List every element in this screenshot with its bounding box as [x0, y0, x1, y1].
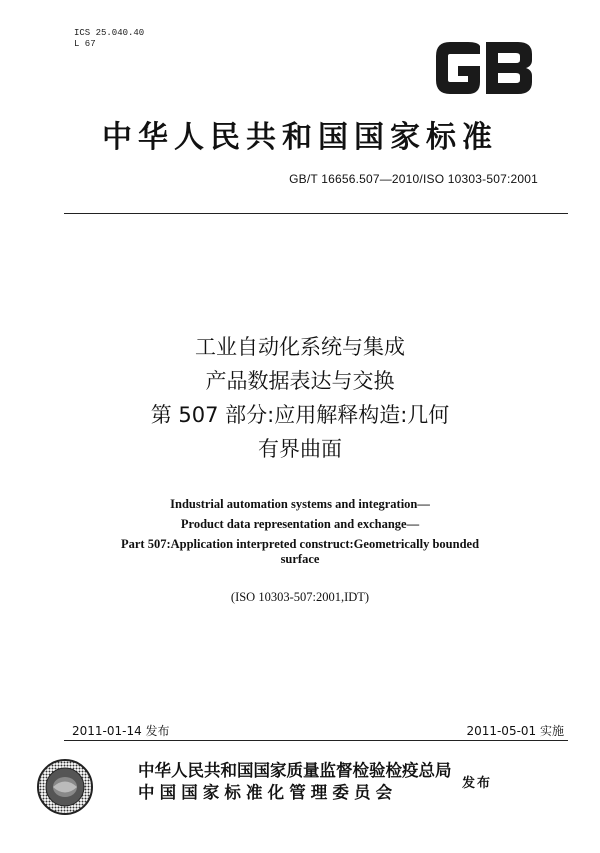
chinese-title-line: 第 507 部分:应用解释构造:几何	[150, 403, 450, 427]
issuer-sac: 中国国家标准化管理委员会	[138, 783, 398, 802]
chinese-title-line: 产品数据表达与交换	[205, 369, 395, 393]
english-title-line: Product data representation and exchange—	[180, 517, 420, 531]
english-title	[0, 494, 600, 565]
chinese-title	[0, 330, 600, 466]
class-code: L 67	[74, 39, 96, 49]
official-seal-icon	[36, 758, 94, 816]
chinese-title-line: 有界曲面	[258, 437, 342, 461]
iso-reference: (ISO 10303-507:2001,IDT)	[230, 590, 370, 604]
standard-number: GB/T 16656.507—2010/ISO 10303-507:2001	[289, 172, 538, 186]
english-title-line: Industrial automation systems and integration—	[170, 497, 430, 511]
implementation-date: 2011-05-01 实施	[466, 724, 564, 738]
standard-title: 中华人民共和国国家标准	[102, 120, 498, 155]
top-divider	[64, 213, 568, 214]
bottom-divider	[64, 740, 568, 741]
issue-date: 2011-01-14 发布	[72, 724, 170, 738]
publish-label: 发布	[462, 776, 493, 791]
classification-codes	[74, 28, 144, 50]
issuer-aqsiq: 中华人民共和国国家质量监督检验检疫总局	[138, 761, 452, 780]
gb-logo-icon	[428, 32, 540, 104]
english-title-line: surface	[280, 552, 320, 566]
ics-code: ICS 25.040.40	[74, 28, 145, 38]
issuing-authorities	[138, 760, 452, 804]
chinese-title-line: 工业自动化系统与集成	[195, 335, 405, 359]
english-title-line: Part 507:Application interpreted construct:Geometrically bounded	[120, 537, 480, 551]
